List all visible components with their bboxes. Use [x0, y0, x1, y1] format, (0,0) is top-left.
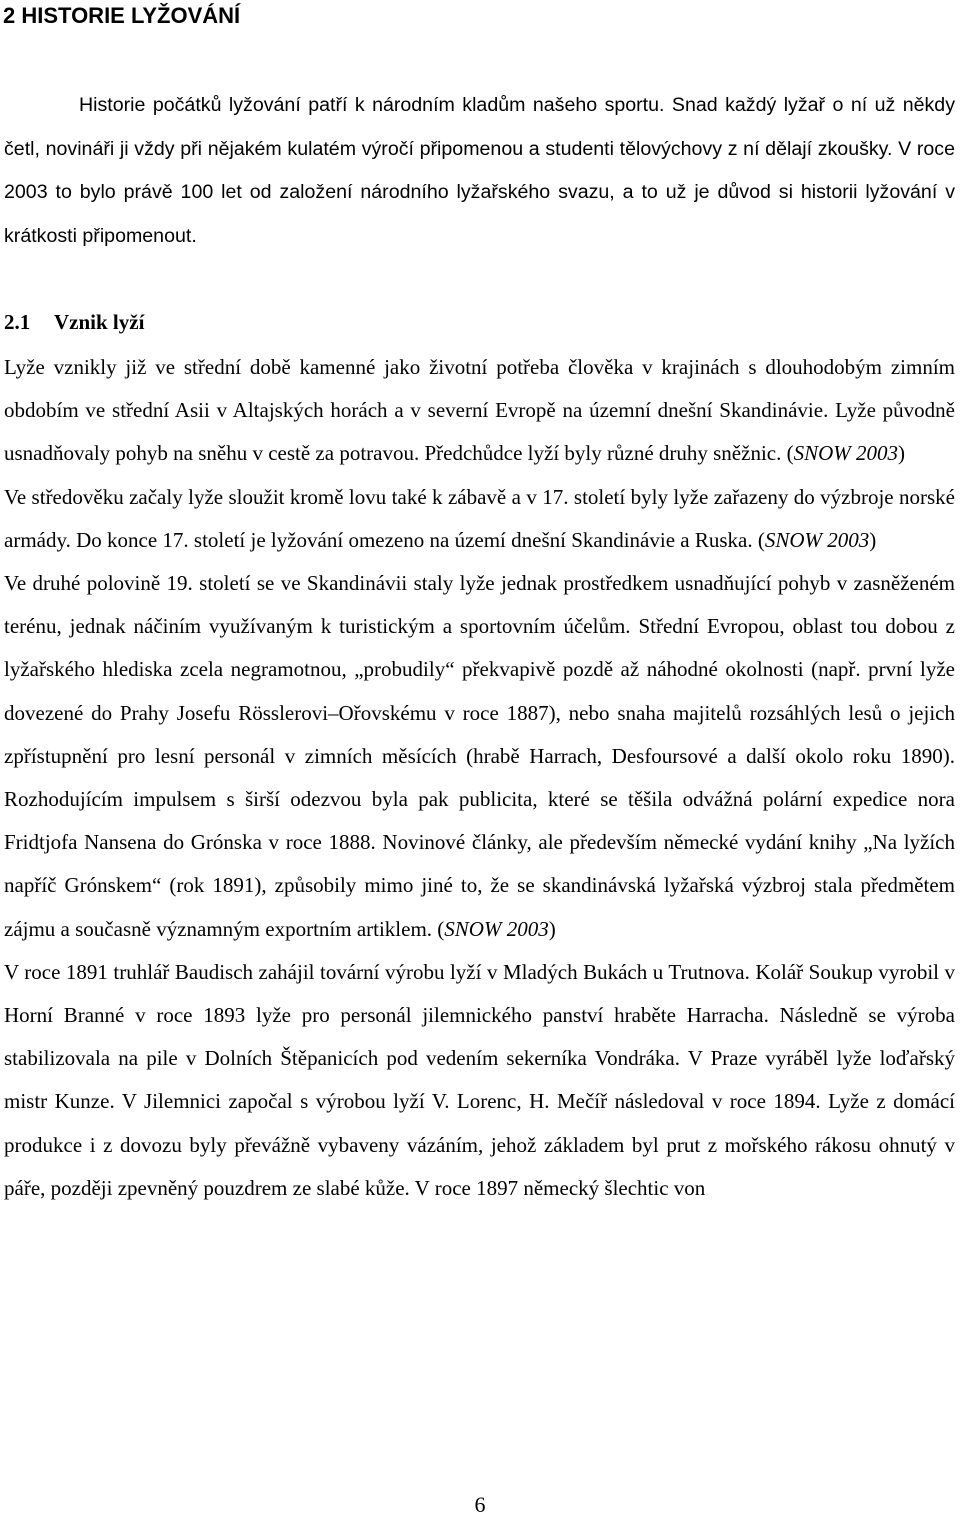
citation-close: ) [898, 441, 906, 466]
paragraph-text: Ve druhé polovině 19. století se ve Skandinávii staly lyže jednak prostředkem usnadňující pohyb v zasněženém terénu, jednak náčiním využívaným k turistickým a sportovním účelům. Střední Evropou, oblast tou dobou z lyžařského hlediska zcela negramotnou, „probudily“ překvapivě pozdě až náhodné okolnosti (např. první lyže dovezené do Prahy Josefu Rösslerovi–Ořovskému v roce 1887), nebo snaha majitelů rozsáhlých lesů o jejich zpřístupnění pro lesní personál v zimních měsících (hrabě Harrach, Desfoursové a další okolo roku 1890). Rozhodujícím impulsem s širší odezvou byla pak publicita, které se těšila odvážná polární expedice nora Fridtjofa Nansena do Grónska v roce 1888. Novinové články, ale především německé vydání knihy „Na lyžích napříč Grónskem“ (rok 1891), způsobily mimo jiné to, že se skandinávská lyžařská výzbroj stala předmětem zájmu a současně významným exportním artiklem. ( [4, 571, 955, 941]
section-number: 2.1 [4, 310, 31, 334]
paragraph-text: Ve středověku začaly lyže sloužit kromě lovu také k zábavě a v 17. století byly lyže zařazeny do výzbroje norské armády. Do konce 17. století je lyžování omezeno na území dnešní Skandinávie a Ruska. ( [4, 484, 955, 552]
paragraph-production [4, 951, 955, 1210]
intro-paragraph [4, 84, 955, 258]
chapter-heading: 2 HISTORIE LYŽOVÁNÍ [3, 3, 241, 28]
citation: SNOW 2003 [444, 916, 549, 941]
citation: SNOW 2003 [764, 527, 870, 552]
paragraph-text: Lyže vznikly již ve střední době kamenné jako životní potřeba člověka v krajinách s dlouhodobým zimním obdobím ve střední Asii v Altajských horách a v severní Evropě na územní dnešní Skandinávie. Lyže původně usnadňovaly pohyb na sněhu v cestě za potravou. Předchůdce lyží byly různé druhy sněžnic. ( [4, 355, 955, 466]
intro-text: Historie počátků lyžování patří k národním kladům našeho sportu. Snad každý lyžař o ní už někdy četl, novináři ji vždy při nějakém kulatém výročí připomenou a studenti tělovýchovy z ní dělají zkoušky. V roce 2003 to bylo právě 100 let od založení národního lyžařského svazu, a to už je důvod si historii lyžování v krátkosti připomenout. [4, 94, 955, 247]
citation-close: ) [869, 527, 877, 552]
citation-close: ) [548, 916, 556, 941]
paragraph-19th-century [4, 562, 955, 951]
section-title: Vznik lyží [54, 310, 145, 334]
paragraph-middle-ages [4, 476, 955, 562]
paragraph-origin [4, 346, 955, 476]
section-body [4, 346, 955, 1210]
citation: SNOW 2003 [793, 441, 899, 466]
page-number: 6 [474, 1492, 486, 1517]
paragraph-text: V roce 1891 truhlář Baudisch zahájil tovární výrobu lyží v Mladých Bukách u Trutnova. Kolář Soukup vyrobil v Horní Branné v roce 1893 lyže pro personál jilemnického panství hraběte Harracha. Následně se výroba stabilizovala na pile v Dolních Štěpanicích pod vedením sekerníka Vondráka. V Praze vyráběl lyže loďařský mistr Kunze. V Jilemnici započal s výrobou lyží V. Lorenc, H. Mečíř následoval v roce 1894. Lyže z domácí produkce i z dovozu byly převážně vybaveny vázáním, jehož základem byl prut z mořského rákosu ohnutý v páře, později zpevněný pouzdrem ze slabé kůže. V roce 1897 německý šlechtic von [4, 959, 955, 1200]
section-heading [4, 307, 144, 337]
